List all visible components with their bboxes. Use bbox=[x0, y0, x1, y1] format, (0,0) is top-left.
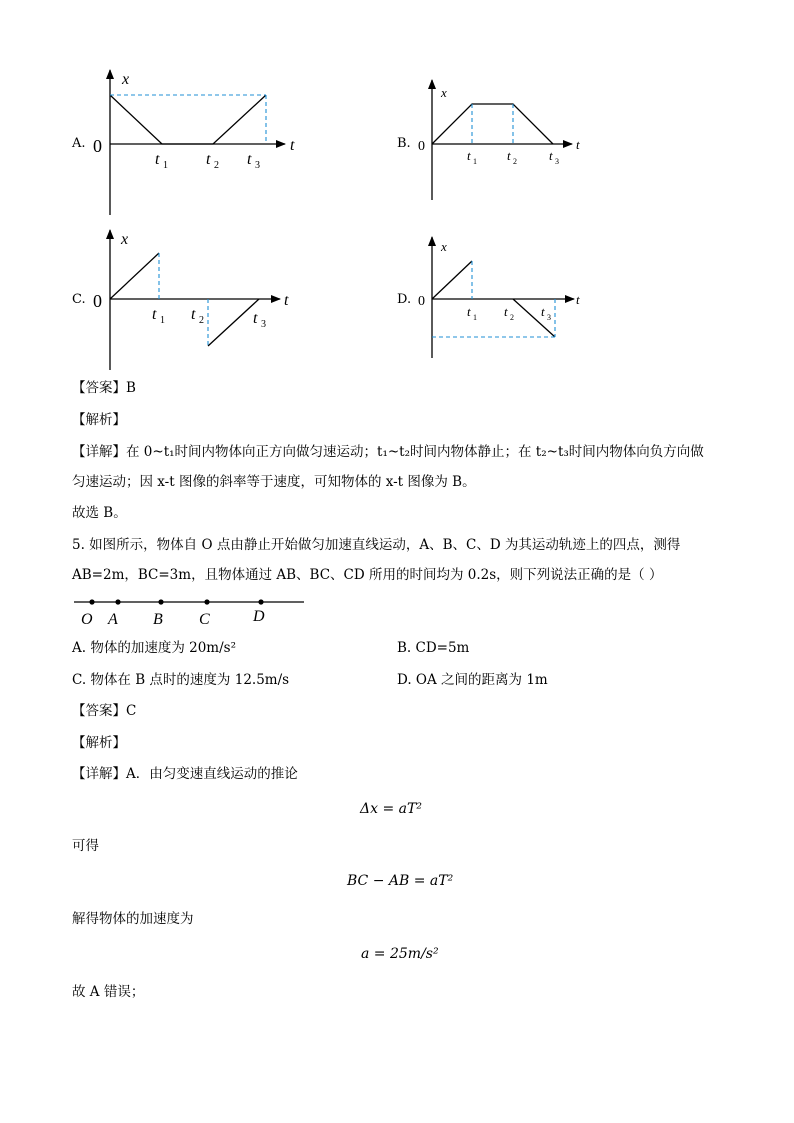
graph-a-t3-sub: 3 bbox=[255, 160, 260, 171]
q5-stem-line2: AB=2m，BC=3m，且物体通过 AB、BC、CD 所用的时间均为 0.2s，则下列说法正确的是（ ） bbox=[72, 567, 663, 583]
graph-b-t3: t bbox=[549, 148, 553, 163]
point-b-dot bbox=[158, 599, 163, 604]
graph-d bbox=[418, 237, 580, 358]
graph-c-seg1 bbox=[110, 253, 159, 299]
q5-analysis-heading: 【解析】 bbox=[72, 735, 126, 751]
graph-d-t3: t bbox=[541, 304, 545, 319]
q5-option-b: B. CD=5m bbox=[397, 640, 470, 656]
graph-d-t1-sub: 1 bbox=[473, 313, 477, 322]
graph-d-t2-sub: 2 bbox=[510, 313, 514, 322]
q5-option-d: D. OA 之间的距离为 1m bbox=[397, 672, 548, 688]
graph-b-t2: t bbox=[507, 148, 511, 163]
graph-d-origin: 0 bbox=[418, 294, 425, 309]
graph-d-x-label: x bbox=[441, 239, 447, 254]
graph-c-label: C. bbox=[72, 292, 86, 307]
graph-b-t1-sub: 1 bbox=[473, 157, 477, 166]
q4-detail-line2: 匀速运动；因 x-t 图像的斜率等于速度，可知物体的 x-t 图像为 B。 bbox=[72, 474, 476, 490]
point-c-dot bbox=[204, 599, 209, 604]
graph-a-t2-sub: 2 bbox=[214, 160, 219, 171]
point-d-label: D bbox=[253, 608, 265, 625]
graph-b-label: B. bbox=[397, 136, 411, 151]
graph-b-t1: t bbox=[467, 148, 471, 163]
graph-a-t1: t bbox=[155, 151, 160, 168]
graph-d-t3-sub: 3 bbox=[547, 313, 551, 322]
graph-d-t-label: t bbox=[576, 292, 580, 307]
q4-conclusion: 故选 B。 bbox=[72, 505, 127, 521]
graph-c-t3-sub: 3 bbox=[261, 319, 266, 330]
q5-wrong: 故 A 错误； bbox=[72, 984, 145, 1000]
graph-d-label: D. bbox=[397, 292, 412, 307]
graph-c-t3: t bbox=[253, 310, 258, 327]
equation-acceleration: a = 25m/s² bbox=[361, 946, 439, 962]
graph-c-origin: 0 bbox=[93, 291, 102, 311]
graph-c-t-label: t bbox=[284, 292, 289, 309]
graph-c-t2: t bbox=[191, 306, 196, 323]
graph-c-t1: t bbox=[152, 306, 157, 323]
q5-stem-line1: 5. 如图所示，物体自 O 点由静止开始做匀加速直线运动，A、B、C、D 为其运动轨迹上的四点，测得 bbox=[72, 537, 681, 553]
graph-c bbox=[93, 230, 289, 370]
point-o-dot bbox=[89, 599, 94, 604]
q5-detail: 【详解】A．由匀变速直线运动的推论 bbox=[72, 766, 298, 782]
graph-a-t1-sub: 1 bbox=[163, 160, 168, 171]
q5-option-c: C. 物体在 B 点时的速度为 12.5m/s bbox=[72, 672, 290, 688]
graph-a-label: A. bbox=[72, 136, 86, 151]
point-d-dot bbox=[258, 599, 263, 604]
q4-answer: 【答案】B bbox=[72, 380, 136, 396]
point-o-label: O bbox=[81, 611, 93, 628]
graph-c-t2-sub: 2 bbox=[199, 315, 204, 326]
equation-delta-x: Δx = aT² bbox=[360, 801, 422, 817]
graph-d-t1: t bbox=[467, 304, 471, 319]
graph-a bbox=[93, 70, 295, 215]
point-a-label: A bbox=[108, 611, 118, 628]
graph-b-t-label: t bbox=[576, 137, 580, 152]
graph-a-x-label: x bbox=[122, 71, 130, 88]
graph-a-t3: t bbox=[247, 151, 252, 168]
point-c-label: C bbox=[199, 611, 210, 628]
graph-c-t1-sub: 1 bbox=[160, 315, 165, 326]
graph-b-x-label: x bbox=[441, 85, 447, 100]
q5-option-a: A. 物体的加速度为 20m/s² bbox=[72, 640, 236, 656]
graph-b bbox=[418, 80, 580, 200]
graph-b-t3-sub: 3 bbox=[555, 157, 559, 166]
equation-bc-ab: BC − AB = aT² bbox=[347, 873, 454, 889]
graph-d-t2: t bbox=[504, 304, 508, 319]
graph-b-origin: 0 bbox=[418, 139, 425, 154]
q4-detail-line1: 【详解】在 0~t₁时间内物体向正方向做匀速运动；t₁~t₂时间内物体静止；在 t₂~t₃时间内物体向负方向做 bbox=[72, 444, 704, 460]
point-a-dot bbox=[115, 599, 120, 604]
q5-answer: 【答案】C bbox=[72, 703, 137, 719]
graph-c-x-label: x bbox=[121, 231, 129, 248]
graph-b-t2-sub: 2 bbox=[513, 157, 517, 166]
graph-b-curve bbox=[432, 104, 553, 144]
graph-a-t-label: t bbox=[290, 137, 295, 154]
graph-a-origin: 0 bbox=[93, 136, 102, 156]
graph-a-curve bbox=[110, 95, 266, 144]
motion-diagram bbox=[74, 599, 304, 628]
q4-analysis-heading: 【解析】 bbox=[72, 412, 126, 428]
q5-solve: 解得物体的加速度为 bbox=[72, 911, 194, 927]
q5-then: 可得 bbox=[72, 838, 99, 854]
graph-a-t2: t bbox=[206, 151, 211, 168]
graph-d-seg1 bbox=[432, 261, 472, 299]
graph-c-seg2 bbox=[208, 299, 259, 346]
point-b-label: B bbox=[153, 611, 163, 628]
